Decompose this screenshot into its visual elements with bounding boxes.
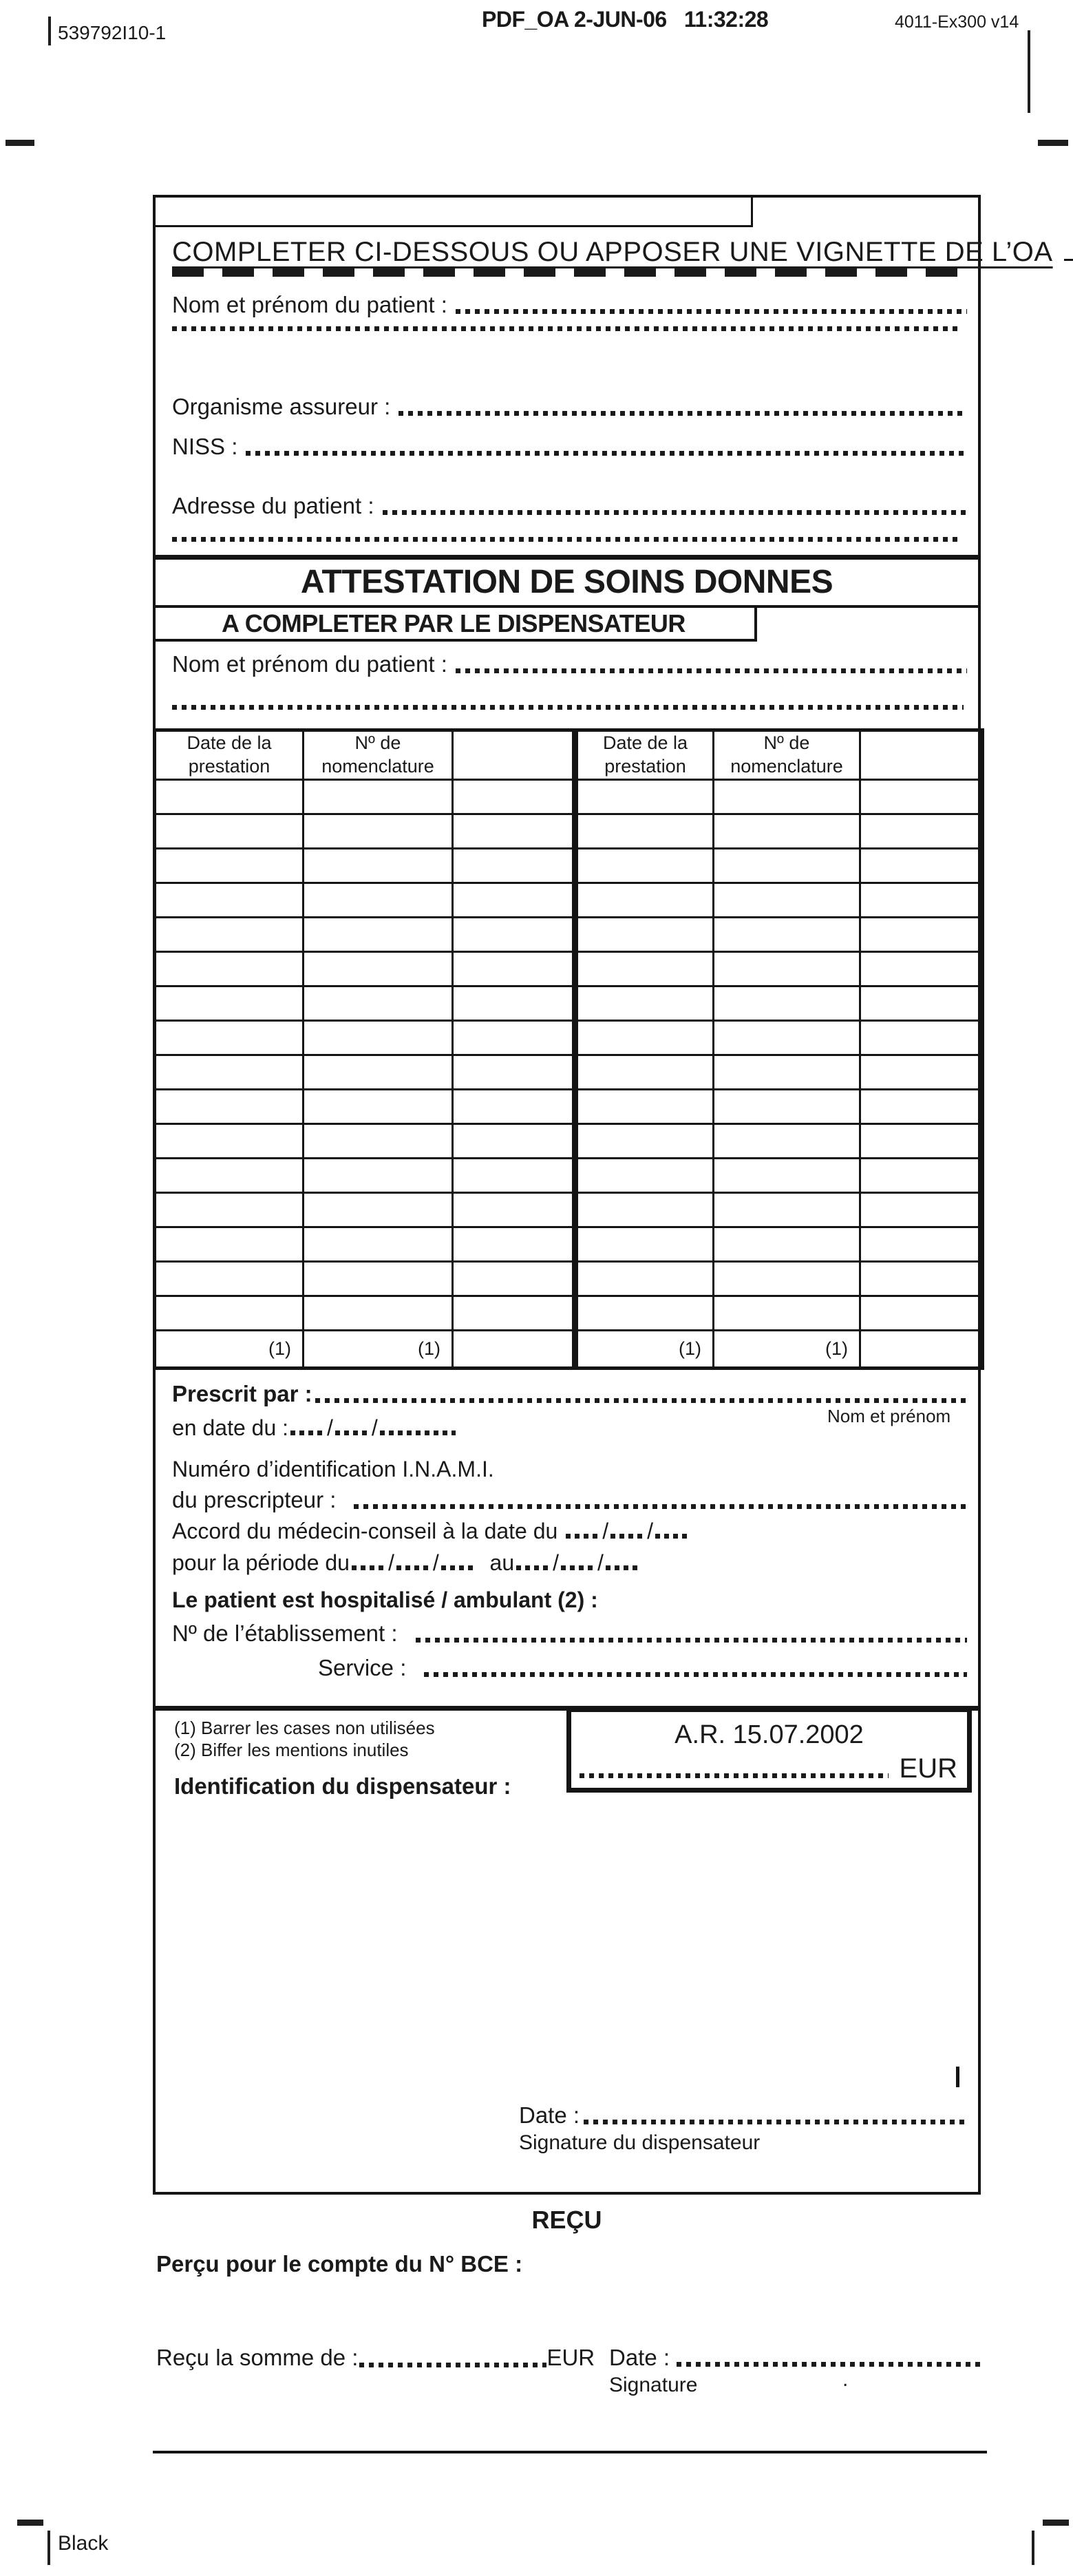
blank-cell: [860, 1261, 983, 1296]
blank-cell: [155, 1158, 304, 1192]
hospitalized-label: Le patient est hospitalisé / ambulant (2) :: [172, 1587, 598, 1612]
address-field-row: [172, 493, 967, 519]
period-label: pour la période du: [172, 1550, 350, 1575]
table-row: [155, 951, 983, 986]
period-to-year-fill: [606, 1565, 640, 1570]
print-timestamp: PDF_OA 2-JUN-06 11:32:28: [482, 7, 769, 32]
patient-name2-field-row: [172, 651, 967, 677]
agreement-day-fill: [566, 1534, 600, 1539]
form-serial-code: 539792I10-1: [58, 22, 167, 43]
blank-cell: [714, 917, 860, 951]
blank-cell: [453, 779, 575, 814]
receipt-date-row: [609, 2345, 981, 2371]
footnote-mark-cell: (1): [304, 1330, 453, 1368]
blank-cell: [575, 1055, 714, 1089]
blank-cell: [453, 986, 575, 1020]
footnote-2: (2) Biffer les mentions inutiles: [174, 1740, 409, 1760]
blank-cell: [575, 1227, 714, 1261]
blank-cell: [453, 1089, 575, 1123]
prescribed-by-fill-line: [315, 1398, 967, 1403]
blank-cell: [860, 1158, 983, 1192]
inami-label-line1: Numéro d’identification I.N.A.M.I.: [172, 1457, 494, 1481]
period-from-day-fill: [352, 1565, 386, 1570]
period-to-day-fill: [516, 1565, 551, 1570]
vignette-section-title: [172, 231, 1073, 268]
table-row: [155, 1192, 983, 1227]
blank-cell: [155, 814, 304, 848]
blank-cell: [714, 1020, 860, 1055]
establishment-row: [172, 1620, 967, 1647]
blank-cell: [860, 1055, 983, 1089]
crop-mark-top-right-tick: [1028, 30, 1030, 113]
nomenclature-table-footnote-row: [155, 1330, 983, 1368]
receipt-amount-fill-line: [359, 2363, 546, 2367]
patient-name2-fill-line-2: [172, 705, 964, 710]
blank-cell: [714, 1261, 860, 1296]
blank-cell: [714, 951, 860, 986]
blank-cell: [575, 1089, 714, 1123]
blank-cell: [860, 951, 983, 986]
blank-cell: [155, 779, 304, 814]
blank-cell: [860, 814, 983, 848]
date-year-fill: [380, 1430, 456, 1435]
currency-label: EUR: [899, 1753, 957, 1784]
blank-cell: [575, 1158, 714, 1192]
col-header-date-left: Date de la prestation: [155, 730, 304, 780]
crop-mark-left-dash: [6, 140, 34, 146]
blank-cell: [453, 1020, 575, 1055]
print-plate-label: Black: [58, 2532, 109, 2555]
table-row: [155, 1261, 983, 1296]
blank-cell: [453, 1158, 575, 1192]
date-day-fill: [290, 1430, 325, 1435]
address-label: Adresse du patient :: [172, 493, 374, 518]
blank-cell: [714, 1296, 860, 1330]
insurer-fill-line: [399, 411, 967, 416]
blank-cell: [304, 1192, 453, 1227]
nomenclature-table-body: [155, 779, 983, 1330]
blank-cell: [155, 1089, 304, 1123]
prescribed-by-label: Prescrit par :: [172, 1381, 312, 1406]
crop-mark-bottom-right-dash: [1043, 2520, 1069, 2526]
blank-cell: [860, 1020, 983, 1055]
inami-label-line2: du prescripteur :: [172, 1487, 337, 1512]
bottom-cut-line: [153, 2451, 987, 2453]
blank-cell: [304, 1123, 453, 1158]
blank-cell: [575, 951, 714, 986]
blank-cell: [860, 779, 983, 814]
blank-cell: [453, 951, 575, 986]
dispenser-date-label: Date :: [519, 2102, 580, 2128]
blank-cell: [304, 779, 453, 814]
blank-cell: [155, 1020, 304, 1055]
dispenser-identification-label: Identification du dispensateur :: [174, 1773, 511, 1799]
blank-cell: [860, 1089, 983, 1123]
col-header-blank-right: [860, 730, 983, 780]
table-row: [155, 779, 983, 814]
table-row: [155, 986, 983, 1020]
prescriber-name-hint: Nom et prénom: [827, 1406, 951, 1426]
vignette-title-text: COMPLETER CI-DESSOUS OU APPOSER UNE VIGNETTE DE L’OA: [172, 237, 1053, 267]
service-label: Service :: [318, 1655, 407, 1680]
blank-cell: [714, 1192, 860, 1227]
table-row: [155, 1020, 983, 1055]
table-row: [155, 1158, 983, 1192]
blank-cell: [304, 1227, 453, 1261]
address-fill-line-2: [172, 537, 962, 542]
blank-cell: [860, 1330, 983, 1368]
blank-cell: [155, 917, 304, 951]
crop-mark-top-left-tick: [48, 17, 51, 45]
period-to-label: au: [489, 1550, 515, 1575]
blank-cell: [453, 883, 575, 917]
table-row: [155, 1055, 983, 1089]
insurer-label: Organisme assureur :: [172, 394, 391, 419]
blank-cell: [860, 883, 983, 917]
blank-cell: [155, 986, 304, 1020]
date-month-fill: [335, 1430, 370, 1435]
blank-cell: [304, 1055, 453, 1089]
receipt-bce-label: Perçu pour le compte du N° BCE :: [156, 2251, 523, 2277]
blank-cell: [453, 1261, 575, 1296]
receipt-date-fill-line: [677, 2362, 981, 2367]
crop-mark-right-dash: [1038, 140, 1068, 146]
blank-cell: [575, 1261, 714, 1296]
col-header-code-right: Nº de nomenclature: [714, 730, 860, 780]
table-row: [155, 1123, 983, 1158]
table-row: [155, 848, 983, 883]
royal-decree-reference: A.R. 15.07.2002: [674, 1720, 864, 1749]
niss-label: NISS :: [172, 434, 238, 459]
blank-cell: [714, 1055, 860, 1089]
blank-cell: [714, 986, 860, 1020]
service-fill-line: [424, 1672, 967, 1677]
receipt-signature-dot: .: [842, 2368, 849, 2391]
blank-cell: [155, 1296, 304, 1330]
nomenclature-table: [153, 728, 984, 1370]
table-row: [155, 1227, 983, 1261]
agreement-year-fill: [655, 1534, 690, 1539]
receipt-amount-row: [156, 2345, 595, 2371]
dispenser-section-subtitle: A COMPLETER PAR LE DISPENSATEUR: [222, 609, 686, 637]
patient-name-fill-line: [456, 309, 967, 314]
alignment-tick: [956, 2067, 959, 2087]
attestation-title: ATTESTATION DE SOINS DONNES: [300, 564, 833, 600]
nomenclature-table-header: [155, 730, 983, 780]
footnote-mark-cell: (1): [575, 1330, 714, 1368]
advisor-agreement-row: Accord du médecin-conseil à la date du / /: [172, 1519, 692, 1544]
blank-cell: [155, 1192, 304, 1227]
blank-cell: [304, 814, 453, 848]
blank-cell: [155, 848, 304, 883]
prescription-date-row: en date du : / /: [172, 1415, 458, 1441]
period-row: pour la période du / / au / /: [172, 1550, 642, 1576]
receipt-signature-label: Signature: [609, 2374, 698, 2396]
period-to-month-fill: [561, 1565, 595, 1570]
patient-name2-fill-line: [456, 668, 967, 673]
footnote-1: (1) Barrer les cases non utilisées: [174, 1718, 435, 1738]
patient-name-label: Nom et prénom du patient :: [172, 292, 447, 317]
receipt-amount-label: Reçu la somme de :: [156, 2345, 359, 2370]
blank-cell: [155, 1055, 304, 1089]
footnote-mark-cell: (1): [714, 1330, 860, 1368]
period-from-month-fill: [396, 1565, 431, 1570]
address-fill-line: [383, 510, 967, 515]
col-header-date-right: Date de la prestation: [575, 730, 714, 780]
blank-cell: [714, 1227, 860, 1261]
blank-cell: [155, 1123, 304, 1158]
blank-cell: [575, 883, 714, 917]
niss-fill-line: [246, 451, 967, 456]
blank-cell: [453, 1227, 575, 1261]
table-row: [155, 883, 983, 917]
period-from-year-fill: [441, 1565, 476, 1570]
receipt-currency-label: EUR: [546, 2345, 595, 2370]
blank-cell: [304, 1261, 453, 1296]
footnote-mark-cell: (1): [155, 1330, 304, 1368]
amount-row: [580, 1753, 957, 1784]
blank-cell: [453, 1123, 575, 1158]
prescribed-by-row: [172, 1381, 967, 1407]
establishment-fill-line: [416, 1638, 967, 1643]
blank-cell: [714, 814, 860, 848]
blank-cell: [453, 1055, 575, 1089]
blank-cell: [453, 848, 575, 883]
blank-cell: [453, 1192, 575, 1227]
receipt-date-label: Date :: [609, 2345, 670, 2370]
inami-number-fill-line: [354, 1504, 967, 1509]
crop-mark-bottom-right-tick: [1032, 2531, 1034, 2565]
table-row: [155, 814, 983, 848]
blank-cell: [304, 1020, 453, 1055]
blank-cell: [304, 883, 453, 917]
agreement-month-fill: [610, 1534, 645, 1539]
blank-cell: [860, 1227, 983, 1261]
blank-cell: [714, 1089, 860, 1123]
inami-number-row: [172, 1487, 967, 1513]
blank-cell: [304, 848, 453, 883]
establishment-label: Nº de l’établissement :: [172, 1620, 398, 1646]
blank-cell: [155, 1261, 304, 1296]
receipt-title: REÇU: [531, 2206, 602, 2234]
table-row: [155, 917, 983, 951]
blank-cell: [304, 986, 453, 1020]
form-version-code: 4011-Ex300 v14: [895, 12, 1019, 32]
prescription-date-label: en date du :: [172, 1415, 289, 1440]
blank-cell: [304, 1089, 453, 1123]
dispenser-date-row: [519, 2102, 967, 2129]
blank-cell: [714, 1123, 860, 1158]
niss-field-row: [172, 434, 967, 460]
blank-cell: [453, 1296, 575, 1330]
blank-cell: [714, 883, 860, 917]
blank-cell: [155, 951, 304, 986]
detach-dashed-line: [172, 268, 976, 277]
blank-cell: [860, 917, 983, 951]
dispenser-section-tab: [153, 608, 757, 642]
col-header-blank-left: [453, 730, 575, 780]
section-divider-line: [153, 555, 981, 560]
table-row: [155, 1089, 983, 1123]
vignette-tab-divider-line: [751, 196, 753, 227]
service-row: [172, 1655, 967, 1681]
dispenser-signature-label: Signature du dispensateur: [519, 2131, 761, 2154]
amount-fill-line: [580, 1773, 889, 1778]
blank-cell: [304, 917, 453, 951]
blank-cell: [860, 1296, 983, 1330]
patient-name2-label: Nom et prénom du patient :: [172, 651, 447, 677]
blank-cell: [575, 1192, 714, 1227]
blank-cell: [575, 1296, 714, 1330]
blank-cell: [304, 951, 453, 986]
blank-cell: [304, 1158, 453, 1192]
blank-cell: [453, 1330, 575, 1368]
blank-cell: [714, 848, 860, 883]
blank-cell: [575, 986, 714, 1020]
crop-mark-bottom-left-tick: [47, 2531, 50, 2565]
dispenser-date-fill-line: [584, 2120, 967, 2124]
blank-cell: [453, 917, 575, 951]
patient-name-field-row: [172, 292, 967, 318]
blank-cell: [304, 1296, 453, 1330]
blank-cell: [575, 848, 714, 883]
blank-cell: [575, 1123, 714, 1158]
blank-cell: [714, 779, 860, 814]
blank-cell: [453, 814, 575, 848]
col-header-code-left: Nº de nomenclature: [304, 730, 453, 780]
royal-decree-amount-box: [566, 1707, 972, 1793]
table-row: [155, 1296, 983, 1330]
blank-cell: [860, 1123, 983, 1158]
advisor-agreement-label: Accord du médecin-conseil à la date du: [172, 1519, 558, 1543]
vignette-tab-bottom-line: [153, 225, 753, 227]
blank-cell: [714, 1158, 860, 1192]
blank-cell: [575, 1020, 714, 1055]
insurer-field-row: [172, 394, 967, 420]
blank-cell: [575, 814, 714, 848]
blank-cell: [575, 779, 714, 814]
blank-cell: [860, 848, 983, 883]
blank-cell: [155, 1227, 304, 1261]
title-underline-tail: [1064, 231, 1073, 261]
blank-cell: [155, 883, 304, 917]
blank-cell: [860, 1192, 983, 1227]
blank-cell: [860, 986, 983, 1020]
crop-mark-bottom-left-dash: [17, 2520, 43, 2526]
patient-name-fill-line-2: [172, 326, 962, 331]
blank-cell: [575, 917, 714, 951]
